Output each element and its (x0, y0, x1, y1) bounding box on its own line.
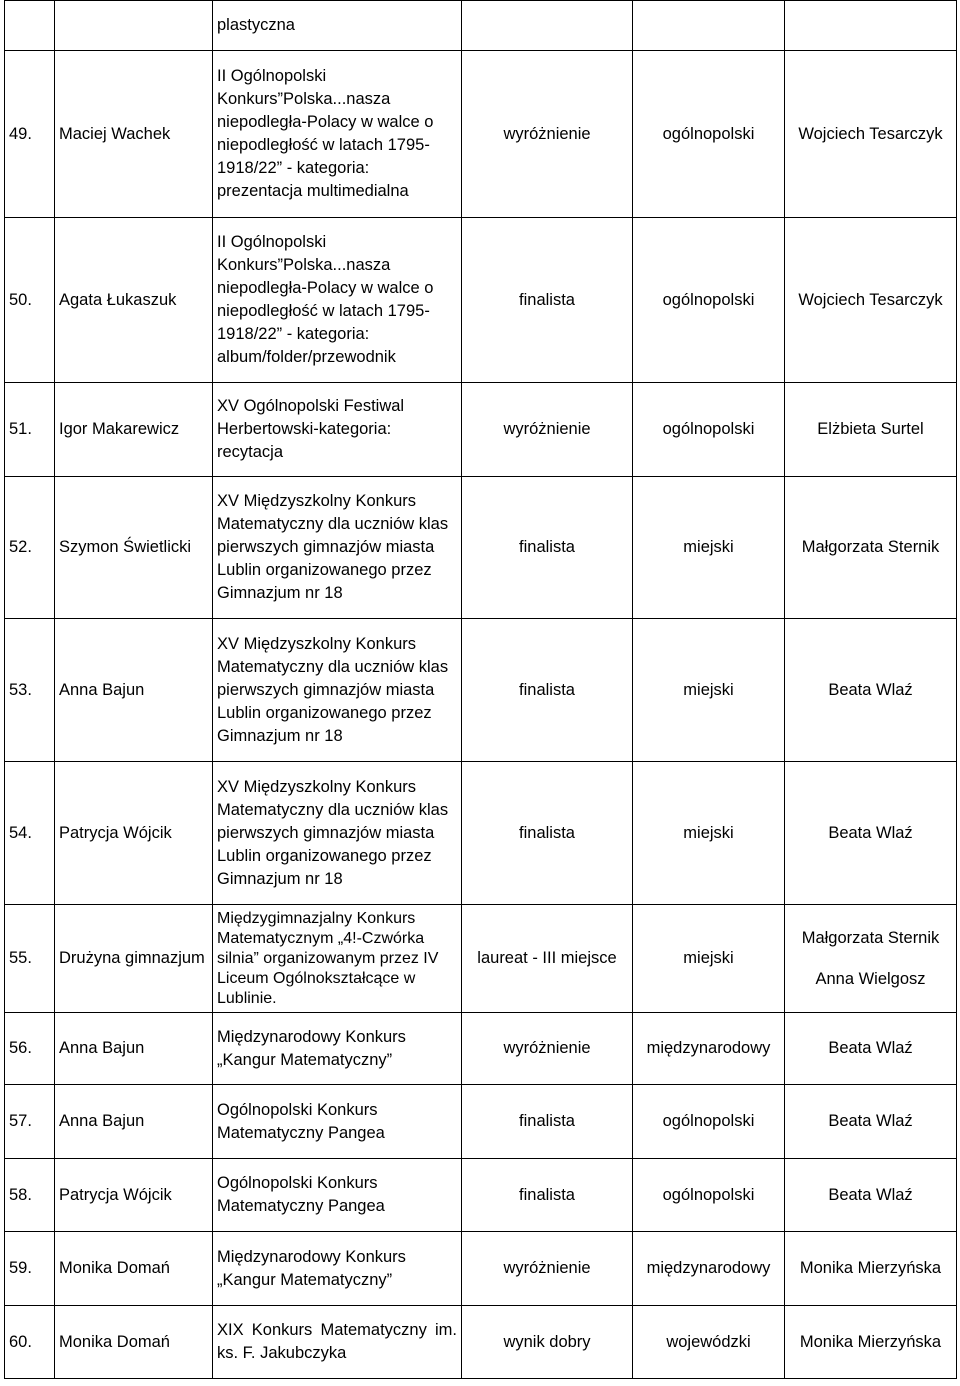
teacher-name: Wojciech Tesarczyk (798, 124, 943, 143)
table-row (5, 1013, 957, 1085)
competition-level: miejski (683, 680, 734, 699)
teacher-cell (785, 619, 957, 762)
competition-level-cell (633, 762, 785, 905)
competition-level: wojewódzki (666, 1332, 751, 1351)
student-name: Patrycja Wójcik (59, 823, 172, 842)
result-cell (462, 619, 633, 762)
student-name-cell (55, 1085, 213, 1159)
table-row (5, 218, 957, 383)
student-name: Monika Domań (59, 1259, 170, 1277)
row-number-cell (5, 1013, 55, 1085)
table-row (5, 619, 957, 762)
competition-name-cell (213, 1, 462, 51)
row-number: 52. (9, 538, 32, 556)
teacher-cell (785, 1013, 957, 1085)
result: finalista (519, 680, 575, 699)
row-number-cell (5, 51, 55, 218)
result-cell (462, 1, 633, 51)
result: wyróżnienie (503, 1259, 591, 1277)
row-number-cell (5, 619, 55, 762)
student-name: Monika Domań (59, 1332, 170, 1351)
student-name-cell (55, 762, 213, 905)
student-name: Patrycja Wójcik (59, 1185, 172, 1204)
awards-table (4, 0, 957, 1379)
competition-level: ogólnopolski (662, 420, 755, 438)
teacher-cell (785, 1306, 957, 1379)
result: finalista (519, 1185, 575, 1204)
teacher-cell (785, 1085, 957, 1159)
competition-name-cell (213, 477, 462, 619)
student-name: Maciej Wachek (59, 124, 171, 143)
competition-level-cell (633, 1085, 785, 1159)
row-number-cell (5, 383, 55, 477)
row-number: 54. (9, 823, 32, 842)
teacher-name: Monika Mierzyńska (799, 1259, 942, 1277)
result-cell (462, 477, 633, 619)
table-row (5, 1232, 957, 1306)
row-number-cell (5, 905, 55, 1013)
teacher-name: Monika Mierzyńska (799, 1332, 942, 1351)
row-number-cell (5, 1085, 55, 1159)
result-cell (462, 1085, 633, 1159)
result-cell (462, 1232, 633, 1306)
competition-name: XV Ogólnopolski Festiwal Herbertowski-kategoria: recytacja (217, 397, 405, 461)
table-row (5, 1, 957, 51)
teacher-name: Elżbieta Surtel (817, 420, 924, 438)
competition-level: międzynarodowy (646, 1259, 771, 1277)
teacher-name: Beata Wlaź (828, 1039, 913, 1057)
competition-level: miejski (683, 949, 734, 967)
student-name-cell (55, 1306, 213, 1379)
row-number-cell (5, 762, 55, 905)
competition-level-cell (633, 383, 785, 477)
competition-level: ogólnopolski (662, 124, 755, 143)
result-cell (462, 762, 633, 905)
student-name: Anna Bajun (59, 680, 145, 699)
teacher-cell (785, 383, 957, 477)
competition-name: XV Międzyszkolny Konkurs Matematyczny dla uczniów klas pierwszych gimnazjów miasta Lublin organizowanego przez Gimnazjum nr 18 (217, 634, 449, 745)
teacher-cell (785, 477, 957, 619)
row-number-cell (5, 1306, 55, 1379)
result-cell (462, 218, 633, 383)
row-number: 50. (9, 290, 32, 309)
competition-name-cell (213, 383, 462, 477)
result-cell (462, 1013, 633, 1085)
student-name: Agata Łukaszuk (59, 290, 177, 309)
competition-name-cell (213, 762, 462, 905)
competition-name-cell (213, 1013, 462, 1085)
result: wyróżnienie (503, 124, 591, 143)
teacher-cell (785, 218, 957, 383)
student-name-cell (55, 1232, 213, 1306)
teacher-name: Anna Wielgosz (815, 969, 926, 988)
teacher-name: Beata Wlaź (828, 1185, 913, 1204)
result: laureat - III miejsce (477, 949, 617, 967)
student-name: Anna Bajun (59, 1039, 145, 1057)
row-number: 49. (9, 124, 32, 143)
competition-name-cell (213, 619, 462, 762)
teacher-name: Wojciech Tesarczyk (798, 290, 943, 309)
competition-level-cell (633, 51, 785, 218)
result: wyróżnienie (503, 1039, 591, 1057)
competition-name: Ogólnopolski Konkurs Matematyczny Pangea (217, 1100, 385, 1142)
student-name-cell (55, 1159, 213, 1232)
competition-level: miejski (683, 823, 734, 842)
competition-name: II Ogólnopolski Konkurs”Polska...nasza niepodległa-Polacy w walce o niepodległość w latach 1795-1918/22” - kategoria: prezentacja multimedialna (217, 67, 434, 200)
competition-name: II Ogólnopolski Konkurs”Polska...nasza niepodległa-Polacy w walce o niepodległość w latach 1795-1918/22” - kategoria: album/folder/przewodnik (217, 233, 434, 366)
teacher-name: Beata Wlaź (828, 680, 913, 699)
competition-level: ogólnopolski (662, 290, 755, 309)
student-name-cell (55, 51, 213, 218)
competition-level-cell (633, 477, 785, 619)
teacher-cell (785, 51, 957, 218)
row-number: 60. (9, 1332, 32, 1351)
competition-level-cell (633, 1306, 785, 1379)
row-number: 57. (9, 1112, 32, 1130)
competition-level-cell (633, 905, 785, 1013)
student-name: Szymon Świetlicki (59, 538, 192, 556)
competition-name: Międzynarodowy Konkurs „Kangur Matematyczny” (217, 1027, 406, 1069)
table-row (5, 762, 957, 905)
teacher-name: Małgorzata Sternik (801, 928, 940, 947)
student-name-cell (55, 218, 213, 383)
result-cell (462, 383, 633, 477)
table-row (5, 383, 957, 477)
result: finalista (519, 538, 575, 556)
teacher-cell (785, 1, 957, 51)
competition-level-cell (633, 218, 785, 383)
student-name: Igor Makarewicz (59, 420, 180, 438)
table-row (5, 477, 957, 619)
result-cell (462, 51, 633, 218)
competition-name-cell (213, 1085, 462, 1159)
table-row (5, 905, 957, 1013)
competition-name-cell (213, 51, 462, 218)
row-number: 51. (9, 420, 32, 438)
table-row (5, 51, 957, 218)
competition-name-cell (213, 1232, 462, 1306)
student-name-cell (55, 383, 213, 477)
result: wynik dobry (503, 1332, 591, 1351)
competition-level-cell (633, 1, 785, 51)
teacher-name: Beata Wlaź (828, 823, 913, 842)
result-cell (462, 1306, 633, 1379)
competition-name-cell (213, 905, 462, 1013)
teacher-name: Małgorzata Sternik (801, 538, 940, 556)
row-number: 59. (9, 1259, 32, 1277)
result: finalista (519, 1112, 575, 1130)
competition-name-cell (213, 218, 462, 383)
result: wyróżnienie (503, 420, 591, 438)
result-cell (462, 1159, 633, 1232)
row-number-cell (5, 477, 55, 619)
document-page (4, 0, 956, 1379)
row-number-cell (5, 1159, 55, 1232)
student-name-cell (55, 619, 213, 762)
teacher-name: Beata Wlaź (828, 1112, 913, 1130)
competition-name: XIX Konkurs Matematyczny im. ks. F. Jakubczyka (217, 1321, 457, 1362)
competition-level: międzynarodowy (646, 1039, 771, 1057)
student-name-cell (55, 1, 213, 51)
row-number: 58. (9, 1185, 32, 1204)
table-row (5, 1159, 957, 1232)
competition-level-cell (633, 619, 785, 762)
competition-name: Ogólnopolski Konkurs Matematyczny Pangea (217, 1174, 385, 1215)
competition-name: XV Międzyszkolny Konkurs Matematyczny dla uczniów klas pierwszych gimnazjów miasta Lublin organizowanego przez Gimnazjum nr 18 (217, 492, 449, 602)
result: finalista (519, 290, 575, 309)
competition-level-cell (633, 1232, 785, 1306)
competition-name: XV Międzyszkolny Konkurs Matematyczny dla uczniów klas pierwszych gimnazjów miasta Lublin organizowanego przez Gimnazjum nr 18 (217, 777, 449, 888)
row-number-cell (5, 218, 55, 383)
teacher-cell (785, 1232, 957, 1306)
result: finalista (519, 823, 575, 842)
competition-name-cell (213, 1306, 462, 1379)
row-number-cell (5, 1, 55, 51)
teacher-cell (785, 762, 957, 905)
row-number: 56. (9, 1039, 32, 1057)
student-name: Drużyna gimnazjum (59, 949, 205, 967)
competition-name: Międzygimnazjalny Konkurs Matematycznym „4!-Czwórka silnia” organizowanym przez IV Liceum Ogólnokształcące w Lublinie. (217, 909, 439, 1007)
competition-level: ogólnopolski (662, 1112, 755, 1130)
table-row (5, 1306, 957, 1379)
student-name: Anna Bajun (59, 1112, 145, 1130)
competition-level: miejski (683, 538, 734, 556)
competition-name: Międzynarodowy Konkurs „Kangur Matematyczny” (217, 1247, 406, 1289)
competition-level-cell (633, 1013, 785, 1085)
competition-level-cell (633, 1159, 785, 1232)
competition-name-cell (213, 1159, 462, 1232)
competition-level: ogólnopolski (662, 1185, 755, 1204)
row-number: 55. (9, 949, 32, 967)
teacher-cell (785, 1159, 957, 1232)
row-number: 53. (9, 680, 32, 699)
result-cell (462, 905, 633, 1013)
student-name-cell (55, 477, 213, 619)
awards-table-body (5, 1, 957, 1379)
table-row (5, 1085, 957, 1159)
competition-name: plastyczna (217, 16, 295, 34)
student-name-cell (55, 1013, 213, 1085)
row-number-cell (5, 1232, 55, 1306)
teacher-cell (785, 905, 957, 1013)
student-name-cell (55, 905, 213, 1013)
